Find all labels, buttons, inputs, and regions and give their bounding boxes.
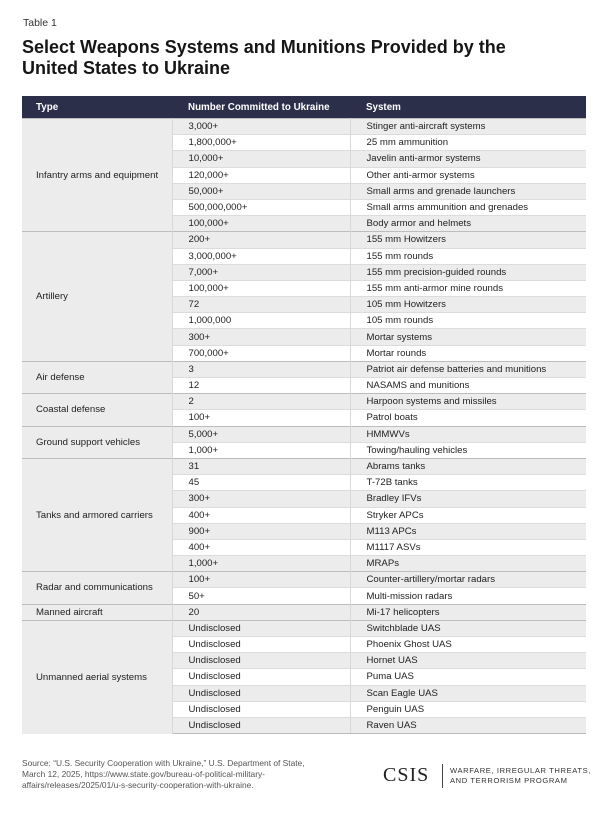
- number-cell: 1,800,000+: [172, 135, 350, 151]
- system-cell: Phoenix Ghost UAS: [350, 637, 586, 653]
- logo-divider: [442, 764, 443, 788]
- system-cell: Stinger anti-aircraft systems: [350, 119, 586, 135]
- number-cell: 1,000+: [172, 556, 350, 572]
- number-cell: 120,000+: [172, 167, 350, 183]
- number-cell: 3,000,000+: [172, 248, 350, 264]
- system-cell: Patrol boats: [350, 410, 586, 426]
- number-cell: 2: [172, 394, 350, 410]
- system-cell: Penguin UAS: [350, 701, 586, 717]
- number-cell: 100,000+: [172, 280, 350, 296]
- system-cell: M1117 ASVs: [350, 539, 586, 555]
- table-row: [22, 361, 586, 377]
- type-cell: Artillery: [22, 232, 172, 362]
- system-cell: Bradley IFVs: [350, 491, 586, 507]
- system-cell: 105 mm Howitzers: [350, 297, 586, 313]
- program-tagline: [450, 766, 591, 786]
- number-cell: 7,000+: [172, 264, 350, 280]
- number-cell: 200+: [172, 232, 350, 248]
- number-cell: 10,000+: [172, 151, 350, 167]
- number-cell: 72: [172, 297, 350, 313]
- table-row: [22, 232, 586, 248]
- number-cell: 50,000+: [172, 183, 350, 199]
- type-cell: Unmanned aerial systems: [22, 620, 172, 733]
- number-cell: 300+: [172, 491, 350, 507]
- system-cell: 25 mm ammunition: [350, 135, 586, 151]
- tagline-line-1: WARFARE, IRREGULAR THREATS,: [450, 766, 591, 775]
- system-cell: HMMWVs: [350, 426, 586, 442]
- number-cell: Undisclosed: [172, 717, 350, 733]
- system-cell: Mortar systems: [350, 329, 586, 345]
- system-cell: T-72B tanks: [350, 475, 586, 491]
- table-row: [22, 426, 586, 442]
- number-cell: Undisclosed: [172, 669, 350, 685]
- system-cell: Multi-mission radars: [350, 588, 586, 604]
- system-cell: 155 mm precision-guided rounds: [350, 264, 586, 280]
- system-cell: 155 mm Howitzers: [350, 232, 586, 248]
- source-note: Source: “U.S. Security Cooperation with Ukraine,” U.S. Department of State, March 12, 2025, https://www.state.gov/bureau-of-political-military-affairs/releases/2025/01/u-s-security-cooperation-with-ukraine.: [22, 758, 305, 790]
- number-cell: 45: [172, 475, 350, 491]
- number-cell: 100,000+: [172, 216, 350, 232]
- system-cell: Puma UAS: [350, 669, 586, 685]
- number-cell: 3,000+: [172, 119, 350, 135]
- system-cell: 105 mm rounds: [350, 313, 586, 329]
- system-cell: M113 APCs: [350, 523, 586, 539]
- system-cell: Abrams tanks: [350, 458, 586, 474]
- tagline-line-2: AND TERRORISM PROGRAM: [450, 776, 568, 785]
- system-cell: Counter-artillery/mortar radars: [350, 572, 586, 588]
- type-cell: Manned aircraft: [22, 604, 172, 620]
- table-row: [22, 458, 586, 474]
- system-cell: MRAPs: [350, 556, 586, 572]
- number-cell: 400+: [172, 539, 350, 555]
- type-cell: Radar and communications: [22, 572, 172, 604]
- number-cell: 400+: [172, 507, 350, 523]
- number-cell: 700,000+: [172, 345, 350, 361]
- system-cell: Patriot air defense batteries and munitions: [350, 361, 586, 377]
- number-cell: 100+: [172, 572, 350, 588]
- number-cell: 1,000+: [172, 442, 350, 458]
- table-row: [22, 572, 586, 588]
- number-cell: 3: [172, 361, 350, 377]
- number-cell: 100+: [172, 410, 350, 426]
- number-cell: 50+: [172, 588, 350, 604]
- number-cell: Undisclosed: [172, 685, 350, 701]
- number-cell: 300+: [172, 329, 350, 345]
- number-cell: Undisclosed: [172, 653, 350, 669]
- table-row: [22, 119, 586, 135]
- number-cell: Undisclosed: [172, 701, 350, 717]
- number-cell: 31: [172, 458, 350, 474]
- system-cell: Stryker APCs: [350, 507, 586, 523]
- system-cell: NASAMS and munitions: [350, 378, 586, 394]
- number-cell: 1,000,000: [172, 313, 350, 329]
- number-cell: Undisclosed: [172, 637, 350, 653]
- system-cell: Small arms ammunition and grenades: [350, 199, 586, 215]
- system-cell: Body armor and helmets: [350, 216, 586, 232]
- system-cell: Javelin anti-armor systems: [350, 151, 586, 167]
- type-cell: Tanks and armored carriers: [22, 458, 172, 571]
- system-cell: Mi-17 helicopters: [350, 604, 586, 620]
- column-header-number: Number Committed to Ukraine: [172, 96, 350, 119]
- number-cell: 20: [172, 604, 350, 620]
- type-cell: Infantry arms and equipment: [22, 119, 172, 232]
- page-title: Select Weapons Systems and Munitions Provided by the United States to Ukraine: [22, 37, 506, 78]
- table-row: [22, 620, 586, 636]
- weapons-table: [22, 96, 586, 734]
- system-cell: Hornet UAS: [350, 653, 586, 669]
- type-cell: Air defense: [22, 361, 172, 393]
- weapons-table-container: [22, 96, 586, 734]
- number-cell: Undisclosed: [172, 620, 350, 636]
- number-cell: 500,000,000+: [172, 199, 350, 215]
- table-row: [22, 394, 586, 410]
- number-cell: 5,000+: [172, 426, 350, 442]
- csis-logo: CSIS: [383, 764, 430, 786]
- system-cell: Towing/hauling vehicles: [350, 442, 586, 458]
- system-cell: Harpoon systems and missiles: [350, 394, 586, 410]
- table-header-row: [22, 96, 586, 119]
- system-cell: Switchblade UAS: [350, 620, 586, 636]
- table-body: [22, 119, 586, 734]
- column-header-type: Type: [22, 96, 172, 119]
- system-cell: Scan Eagle UAS: [350, 685, 586, 701]
- number-cell: 12: [172, 378, 350, 394]
- system-cell: Other anti-armor systems: [350, 167, 586, 183]
- type-cell: Coastal defense: [22, 394, 172, 426]
- table-label: Table 1: [23, 17, 57, 29]
- system-cell: Small arms and grenade launchers: [350, 183, 586, 199]
- column-header-system: System: [350, 96, 586, 119]
- type-cell: Ground support vehicles: [22, 426, 172, 458]
- system-cell: Raven UAS: [350, 717, 586, 733]
- system-cell: Mortar rounds: [350, 345, 586, 361]
- number-cell: 900+: [172, 523, 350, 539]
- system-cell: 155 mm anti-armor mine rounds: [350, 280, 586, 296]
- table-row: [22, 604, 586, 620]
- system-cell: 155 mm rounds: [350, 248, 586, 264]
